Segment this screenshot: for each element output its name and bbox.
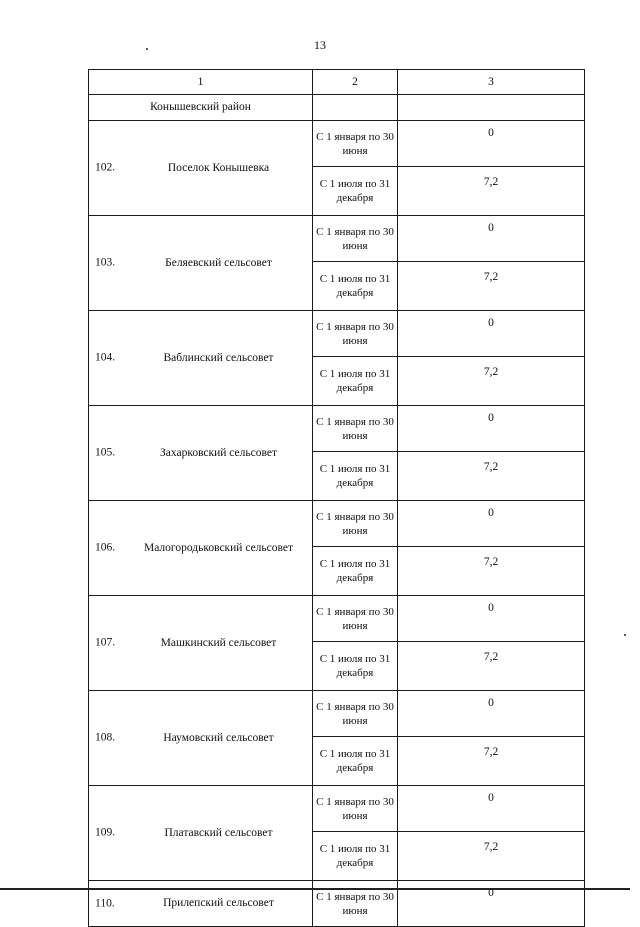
settlement-name: Малогородьковский сельсовет [143,541,294,554]
scan-speck [146,48,148,50]
district-empty-cell [313,95,398,121]
settlement-cell [89,501,313,596]
settlement-name: Захарковский сельсовет [160,446,277,459]
rate-cell: 7,2 [398,832,585,881]
settlement-cell [89,786,313,881]
rate-cell: 0 [398,501,585,547]
settlement-name: Прилепский сельсовет [163,897,274,909]
rate-cell: 0 [398,596,585,642]
period-cell: С 1 июля по 31 декабря [313,642,398,691]
period-cell: С 1 июля по 31 декабря [313,167,398,216]
row-number: 109. [95,826,116,839]
column-header-3: 3 [398,70,585,95]
period-cell: С 1 июля по 31 декабря [313,262,398,311]
period-cell: С 1 июля по 31 декабря [313,832,398,881]
period-cell: С 1 января по 30 июня [313,501,398,547]
period-cell: С 1 июля по 31 декабря [313,452,398,501]
rate-cell: 7,2 [398,547,585,596]
period-cell: С 1 января по 30 июня [313,216,398,262]
rate-cell: 0 [398,881,585,927]
rate-cell: 0 [398,216,585,262]
table-body [89,70,585,927]
period-cell: С 1 января по 30 июня [313,406,398,452]
district-row [89,95,585,121]
settlement-cell [89,596,313,691]
row-number: 102. [95,161,116,174]
table-row [89,691,585,737]
settlement-cell [89,121,313,216]
page-number: 13 [314,38,326,52]
row-number: 108. [95,731,116,744]
rate-cell: 7,2 [398,642,585,691]
settlement-name: Ваблинский сельсовет [163,351,274,364]
rate-cell: 7,2 [398,167,585,216]
scan-speck [624,634,626,636]
period-cell: С 1 июля по 31 декабря [313,357,398,406]
header-row [89,70,585,95]
settlement-cell [89,691,313,786]
settlement-cell [89,311,313,406]
rate-cell: 7,2 [398,737,585,786]
settlement-name: Машкинский сельсовет [160,636,277,649]
table-row [89,596,585,642]
district-empty-cell [398,95,585,121]
table-row [89,216,585,262]
column-header-2: 2 [313,70,398,95]
period-cell: С 1 января по 30 июня [313,691,398,737]
settlement-cell [89,406,313,501]
column-header-1: 1 [89,70,313,95]
rate-cell: 0 [398,406,585,452]
row-number: 105. [95,446,116,459]
rate-cell: 7,2 [398,357,585,406]
settlement-name: Беляевский сельсовет [165,256,272,269]
settlement-name: Наумовский сельсовет [163,731,274,744]
row-number: 110. [95,897,115,909]
rate-cell: 0 [398,691,585,737]
settlement-cell [89,216,313,311]
rate-cell: 0 [398,121,585,167]
row-number: 106. [95,541,116,554]
table-row [89,786,585,832]
settlement-name: Поселок Конышевка [167,161,270,174]
bottom-rule [0,888,630,890]
row-number: 103. [95,256,116,269]
table-row [89,501,585,547]
row-number: 107. [95,636,116,649]
period-cell: С 1 июля по 31 декабря [313,547,398,596]
period-cell: С 1 января по 30 июня [313,786,398,832]
tariff-table [88,69,585,927]
rate-cell: 7,2 [398,452,585,501]
period-cell: С 1 января по 30 июня [313,596,398,642]
table-row [89,311,585,357]
district-name: Конышевский район [89,95,313,121]
period-cell: С 1 июля по 31 декабря [313,737,398,786]
table-row [89,406,585,452]
table-row [89,121,585,167]
period-cell: С 1 января по 30 июня [313,311,398,357]
settlement-name: Платавский сельсовет [164,826,273,839]
rate-cell: 0 [398,786,585,832]
row-number: 104. [95,351,116,364]
rate-cell: 0 [398,311,585,357]
period-cell: С 1 января по 30 июня [313,881,398,927]
rate-cell: 7,2 [398,262,585,311]
period-cell: С 1 января по 30 июня [313,121,398,167]
